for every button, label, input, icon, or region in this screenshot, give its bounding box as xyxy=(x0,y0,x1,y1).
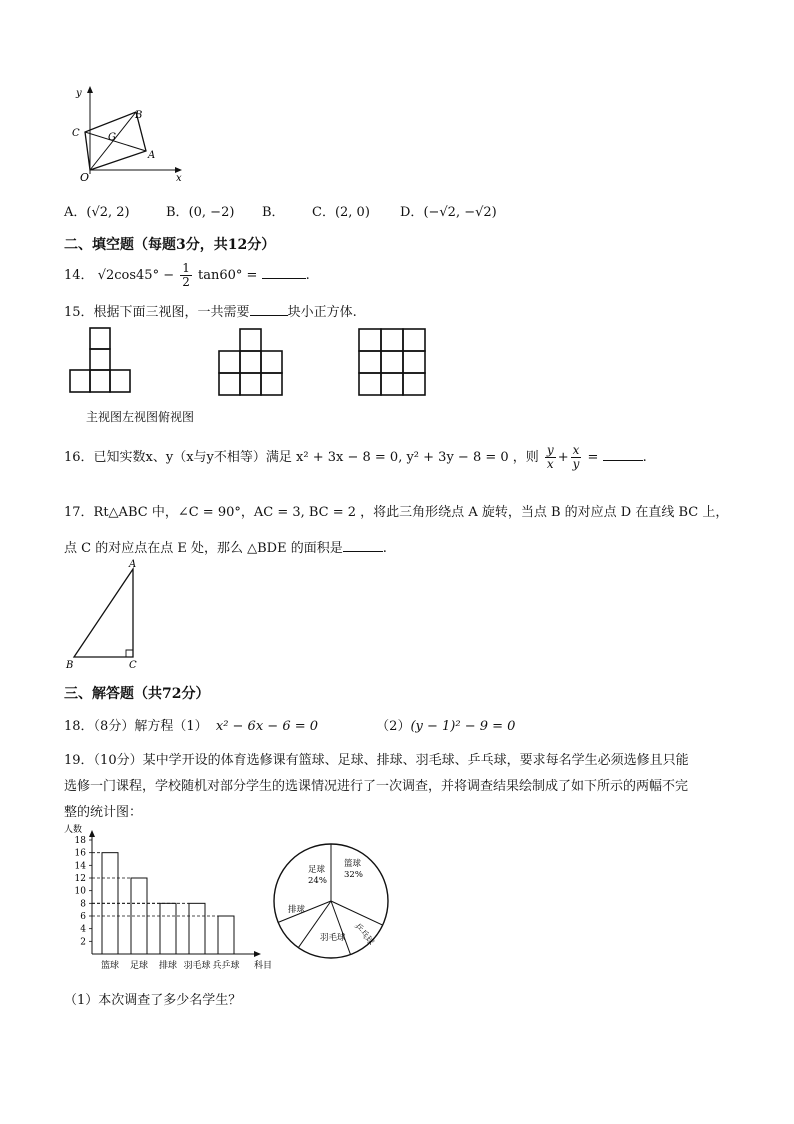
y-tick-label: 18 xyxy=(74,836,86,846)
section3-title: 三、解答题（共72分） xyxy=(64,686,210,702)
pie-chart xyxy=(268,838,394,964)
pie-slice-label xyxy=(320,932,346,943)
slice-pct: 24% xyxy=(308,876,327,886)
y-axis-arrow xyxy=(89,830,95,837)
option-value: (√2, 2) xyxy=(86,205,130,220)
q13-figure xyxy=(64,84,194,184)
bar xyxy=(160,903,176,954)
y-tick-label: 10 xyxy=(74,886,86,897)
slice-name: 排球 xyxy=(288,905,306,915)
slice-name: 羽毛球 xyxy=(320,933,346,943)
top-view xyxy=(356,326,428,398)
q13-option-b2 xyxy=(262,201,285,220)
bar-chart xyxy=(60,822,280,974)
front-view xyxy=(68,326,136,396)
q16-text: 已知实数x、y（x与y不相等）满足 x² + 3x − 8 = 0, y² + 3y − 8 = 0 ，则 xyxy=(93,450,539,465)
q18-text: （8分）解方程（1） xyxy=(93,719,208,734)
q17-answer-blank[interactable] xyxy=(343,539,383,552)
q13-option-b xyxy=(166,201,234,220)
q19-text: （10分）某中学开设的体育选修课有篮球、足球、排球、羽毛球、乒乓球，要求每名学生必须选修且只能 xyxy=(93,753,689,768)
q17-text-2: 点 C 的对应点在点 E 处，那么 △BDE 的面积是 xyxy=(64,541,343,556)
q16-fraction-1: $\frac{y}{x}$ xyxy=(546,443,554,471)
q19-line2: 选修一门课程，学校随机对部分学生的选课情况进行了一次调查，并将调查结果绘制成了如下所示的两幅不完 xyxy=(64,779,689,794)
option-value: (0, −2) xyxy=(188,205,235,220)
slice-pct: 32% xyxy=(344,870,363,880)
label-c: C xyxy=(129,660,137,671)
q17-triangle xyxy=(62,556,150,672)
q13-option-d xyxy=(400,201,497,220)
y-axis-label: 人数 xyxy=(64,825,83,835)
label-b: B xyxy=(135,110,143,121)
pie-slice-label xyxy=(288,904,306,915)
q18-number: 18． xyxy=(64,719,94,734)
section2-title: 二、填空题（每题3分，共12分） xyxy=(64,237,276,253)
category-label: 羽毛球 xyxy=(183,961,211,971)
slice-name: 乒乓球 xyxy=(351,921,376,948)
pie-slice-label xyxy=(308,864,327,886)
q15-text: 根据下面三视图，一共需要 xyxy=(93,305,250,320)
q14: 14． √2cos45° − $\frac{1}{2}$ tan60° = . xyxy=(64,261,310,289)
q16-number: 16． xyxy=(64,450,94,465)
q19-number: 19． xyxy=(64,753,94,768)
category-label: 兵乒球 xyxy=(212,961,240,971)
q14-fraction: $\frac{1}{2}$ xyxy=(182,261,190,289)
option-value: (−√2, −√2) xyxy=(423,205,497,220)
q18 xyxy=(64,715,515,734)
label-x: x xyxy=(176,173,182,184)
category-label: 足球 xyxy=(129,961,149,971)
q19-sub1: （1）本次调查了多少名学生？ xyxy=(64,993,242,1008)
y-tick-label: 2 xyxy=(80,937,86,948)
y-tick-label: 14 xyxy=(74,861,86,872)
y-tick-label: 6 xyxy=(80,912,86,922)
option-letter: D． xyxy=(400,205,424,220)
x-axis-label: 科目 xyxy=(254,961,273,971)
label-a: A xyxy=(148,150,156,161)
label-a: A xyxy=(129,559,137,570)
label-o: O xyxy=(80,171,90,184)
q14-expr-right: tan60° = xyxy=(198,268,258,283)
q17-text: Rt△ABC 中，∠C = 90°，AC = 3, BC = 2 ，将此三角形绕点 A 旋转，当点 B 的对应点 D 在直线 BC 上， xyxy=(93,505,729,520)
q18-eq2: (y − 1)² − 9 = 0 xyxy=(410,719,516,734)
y-tick-label: 16 xyxy=(74,848,86,859)
label-g: G xyxy=(108,132,116,143)
option-letter: B． xyxy=(262,205,285,220)
q13-option-a xyxy=(64,201,130,220)
q14-answer-blank[interactable] xyxy=(262,266,306,279)
option-value: (2, 0) xyxy=(334,205,370,220)
slice-name: 足球 xyxy=(308,865,326,875)
side-view xyxy=(216,326,288,400)
q16-fraction-2: $\frac{x}{y}$ xyxy=(572,443,580,471)
y-tick-label: 12 xyxy=(74,874,86,884)
q18-eq1: x² − 6x − 6 = 0 xyxy=(215,719,319,734)
pie-slice-label xyxy=(344,858,363,880)
q14-expr-left: √2cos45° − xyxy=(97,268,175,283)
q17-line2: 点 C 的对应点在点 E 处，那么 △BDE 的面积是 . xyxy=(64,541,387,556)
label-b: B xyxy=(66,660,74,671)
q14-number: 14． xyxy=(64,268,94,283)
option-letter: B． xyxy=(166,205,189,220)
q19-line3: 整的统计图： xyxy=(64,805,143,820)
q16-answer-blank[interactable] xyxy=(603,448,643,461)
bar xyxy=(218,916,234,954)
label-c: C xyxy=(72,128,80,139)
option-letter: A． xyxy=(64,205,87,220)
bar xyxy=(189,903,205,954)
q17-number: 17． xyxy=(64,505,94,520)
q16: 16．已知实数x、y（x与y不相等）满足 x² + 3x − 8 = 0, y² + 3y − 8 = 0 ，则 $\frac{y}{x}$ + $\frac{x}{y}$ = . xyxy=(64,443,647,471)
q19-line1 xyxy=(64,749,689,768)
q15-caption: 主视图左视图俯视图 xyxy=(86,410,195,424)
q13-option-c xyxy=(312,201,370,220)
q15-number: 15． xyxy=(64,305,94,320)
q15 xyxy=(64,301,357,320)
q15-answer-blank[interactable] xyxy=(250,303,288,316)
category-label: 排球 xyxy=(158,961,178,971)
q15-text-after: 块小正方体. xyxy=(287,305,357,320)
y-tick-label: 8 xyxy=(80,899,86,910)
q18-part2: （2） xyxy=(376,719,411,734)
pie-slice-label xyxy=(352,921,377,948)
category-label: 篮球 xyxy=(100,961,120,971)
label-y: y xyxy=(76,88,82,99)
q17-line1 xyxy=(64,501,728,520)
option-letter: C． xyxy=(312,205,335,220)
slice-name: 篮球 xyxy=(344,859,362,869)
y-tick-label: 4 xyxy=(80,924,86,935)
x-axis-arrow xyxy=(254,951,261,957)
